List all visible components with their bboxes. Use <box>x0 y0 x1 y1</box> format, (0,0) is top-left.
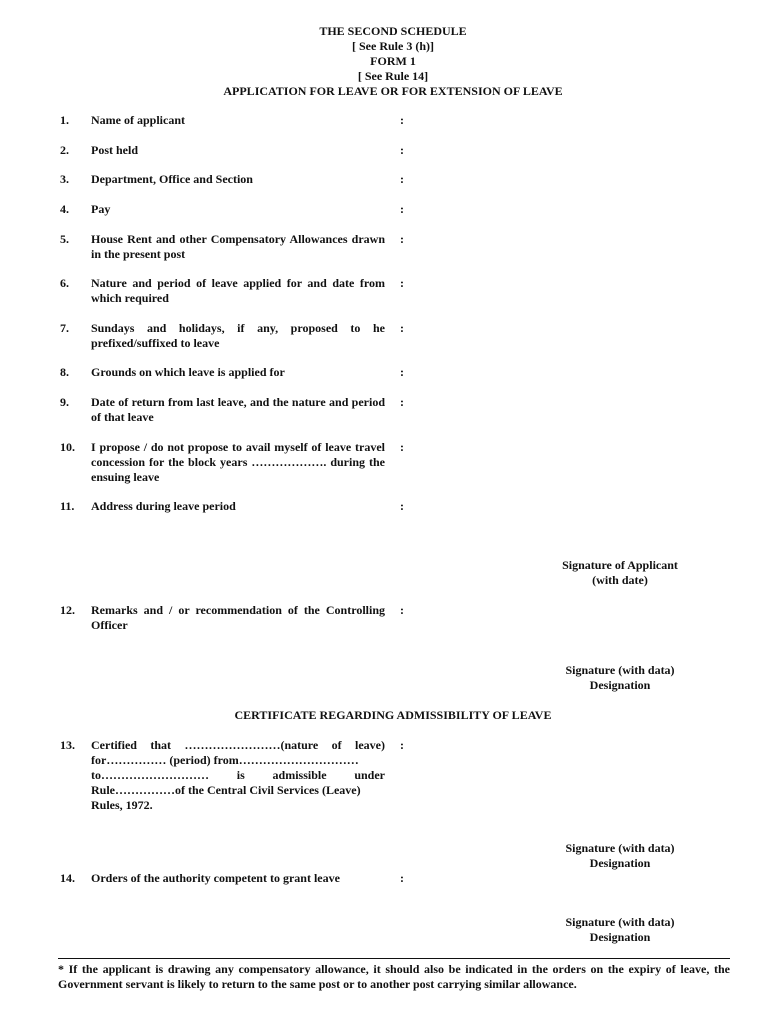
certificate-line-4: Rule……………of the Central Civil Services (Leave) <box>91 783 361 797</box>
item-colon: : <box>400 738 404 752</box>
designation-label: Designation <box>589 856 651 870</box>
rule-reference-3h: [ See Rule 3 (h)] <box>352 39 434 53</box>
certificate-line-1: Certified that ……………………(nature of leave) <box>91 738 385 752</box>
certificate-line-3: to……………………… is admissible under <box>91 768 385 782</box>
item-label: Name of applicant <box>91 113 185 127</box>
item-number: 3. <box>60 172 69 186</box>
item-label: I propose / do not propose to avail myself of leave travel concession for the block years ………………. during the ensuing leave <box>91 440 385 484</box>
certificate-title: CERTIFICATE REGARDING ADMISSIBILITY OF LEAVE <box>234 708 552 722</box>
item-label <box>91 738 385 813</box>
rule-reference-14: [ See Rule 14] <box>357 69 429 83</box>
certificate-line-2: for…………… (period) from………………………… <box>91 753 359 767</box>
item-number: 11. <box>60 499 75 513</box>
item-number: 14. <box>60 871 75 885</box>
item-colon: : <box>400 202 404 216</box>
designation-label: Designation <box>589 678 651 692</box>
applicant-signature-label: Signature of Applicant <box>562 558 678 572</box>
item-label: House Rent and other Compensatory Allowances drawn in the present post <box>91 232 385 261</box>
item-colon: : <box>400 172 404 186</box>
item-label: Pay <box>91 202 111 216</box>
signature-label: Signature (with data) <box>565 915 675 929</box>
item-colon: : <box>400 871 404 885</box>
item-number: 12. <box>60 603 75 617</box>
item-colon: : <box>400 499 404 513</box>
item-colon: : <box>400 440 404 454</box>
designation-label: Designation <box>589 930 651 944</box>
item-label: Post held <box>91 143 139 157</box>
applicant-signature-date: (with date) <box>592 573 648 587</box>
controlling-officer-signature-block <box>540 663 700 693</box>
item-number: 8. <box>60 365 69 379</box>
signature-label: Signature (with data) <box>565 841 675 855</box>
item-label: Date of return from last leave, and the nature and period of that leave <box>91 395 385 424</box>
item-number: 13. <box>60 738 75 752</box>
item-number: 9. <box>60 395 69 409</box>
footnote: * If the applicant is drawing any compensatory allowance, it should also be indicated in the orders on the expiry of leave, the Government servant is likely to return to the same post or to another post carrying similar allowance. <box>58 962 730 991</box>
certificate-line-5: Rules, 1972. <box>91 798 153 812</box>
item-number: 10. <box>60 440 75 454</box>
item-colon: : <box>400 113 404 127</box>
item-number: 7. <box>60 321 69 335</box>
item-label: Sundays and holidays, if any, proposed to he prefixed/suffixed to leave <box>91 321 385 350</box>
item-colon: : <box>400 143 404 157</box>
item-number: 5. <box>60 232 69 246</box>
form-title: APPLICATION FOR LEAVE OR FOR EXTENSION OF LEAVE <box>223 84 563 98</box>
item-number: 4. <box>60 202 69 216</box>
signature-label: Signature (with data) <box>565 663 675 677</box>
applicant-signature-block <box>540 558 700 588</box>
schedule-title: THE SECOND SCHEDULE <box>319 24 467 38</box>
form-header <box>0 24 768 99</box>
form-number: FORM 1 <box>370 54 416 68</box>
item-colon: : <box>400 321 404 335</box>
item-colon: : <box>400 603 404 617</box>
item-label: Remarks and / or recommendation of the Controlling Officer <box>91 603 385 632</box>
item-colon: : <box>400 365 404 379</box>
item-number: 6. <box>60 276 69 290</box>
footnote-divider <box>58 958 730 959</box>
item-label: Orders of the authority competent to grant leave <box>91 871 340 885</box>
item-colon: : <box>400 276 404 290</box>
item-colon: : <box>400 395 404 409</box>
item-number: 1. <box>60 113 69 127</box>
item-label: Grounds on which leave is applied for <box>91 365 285 379</box>
item-label: Department, Office and Section <box>91 172 253 186</box>
item-label: Nature and period of leave applied for and date from which required <box>91 276 385 305</box>
item-colon: : <box>400 232 404 246</box>
item-number: 2. <box>60 143 69 157</box>
item-label: Address during leave period <box>91 499 236 513</box>
certificate-signature-block <box>540 841 700 871</box>
authority-signature-block <box>540 915 700 945</box>
